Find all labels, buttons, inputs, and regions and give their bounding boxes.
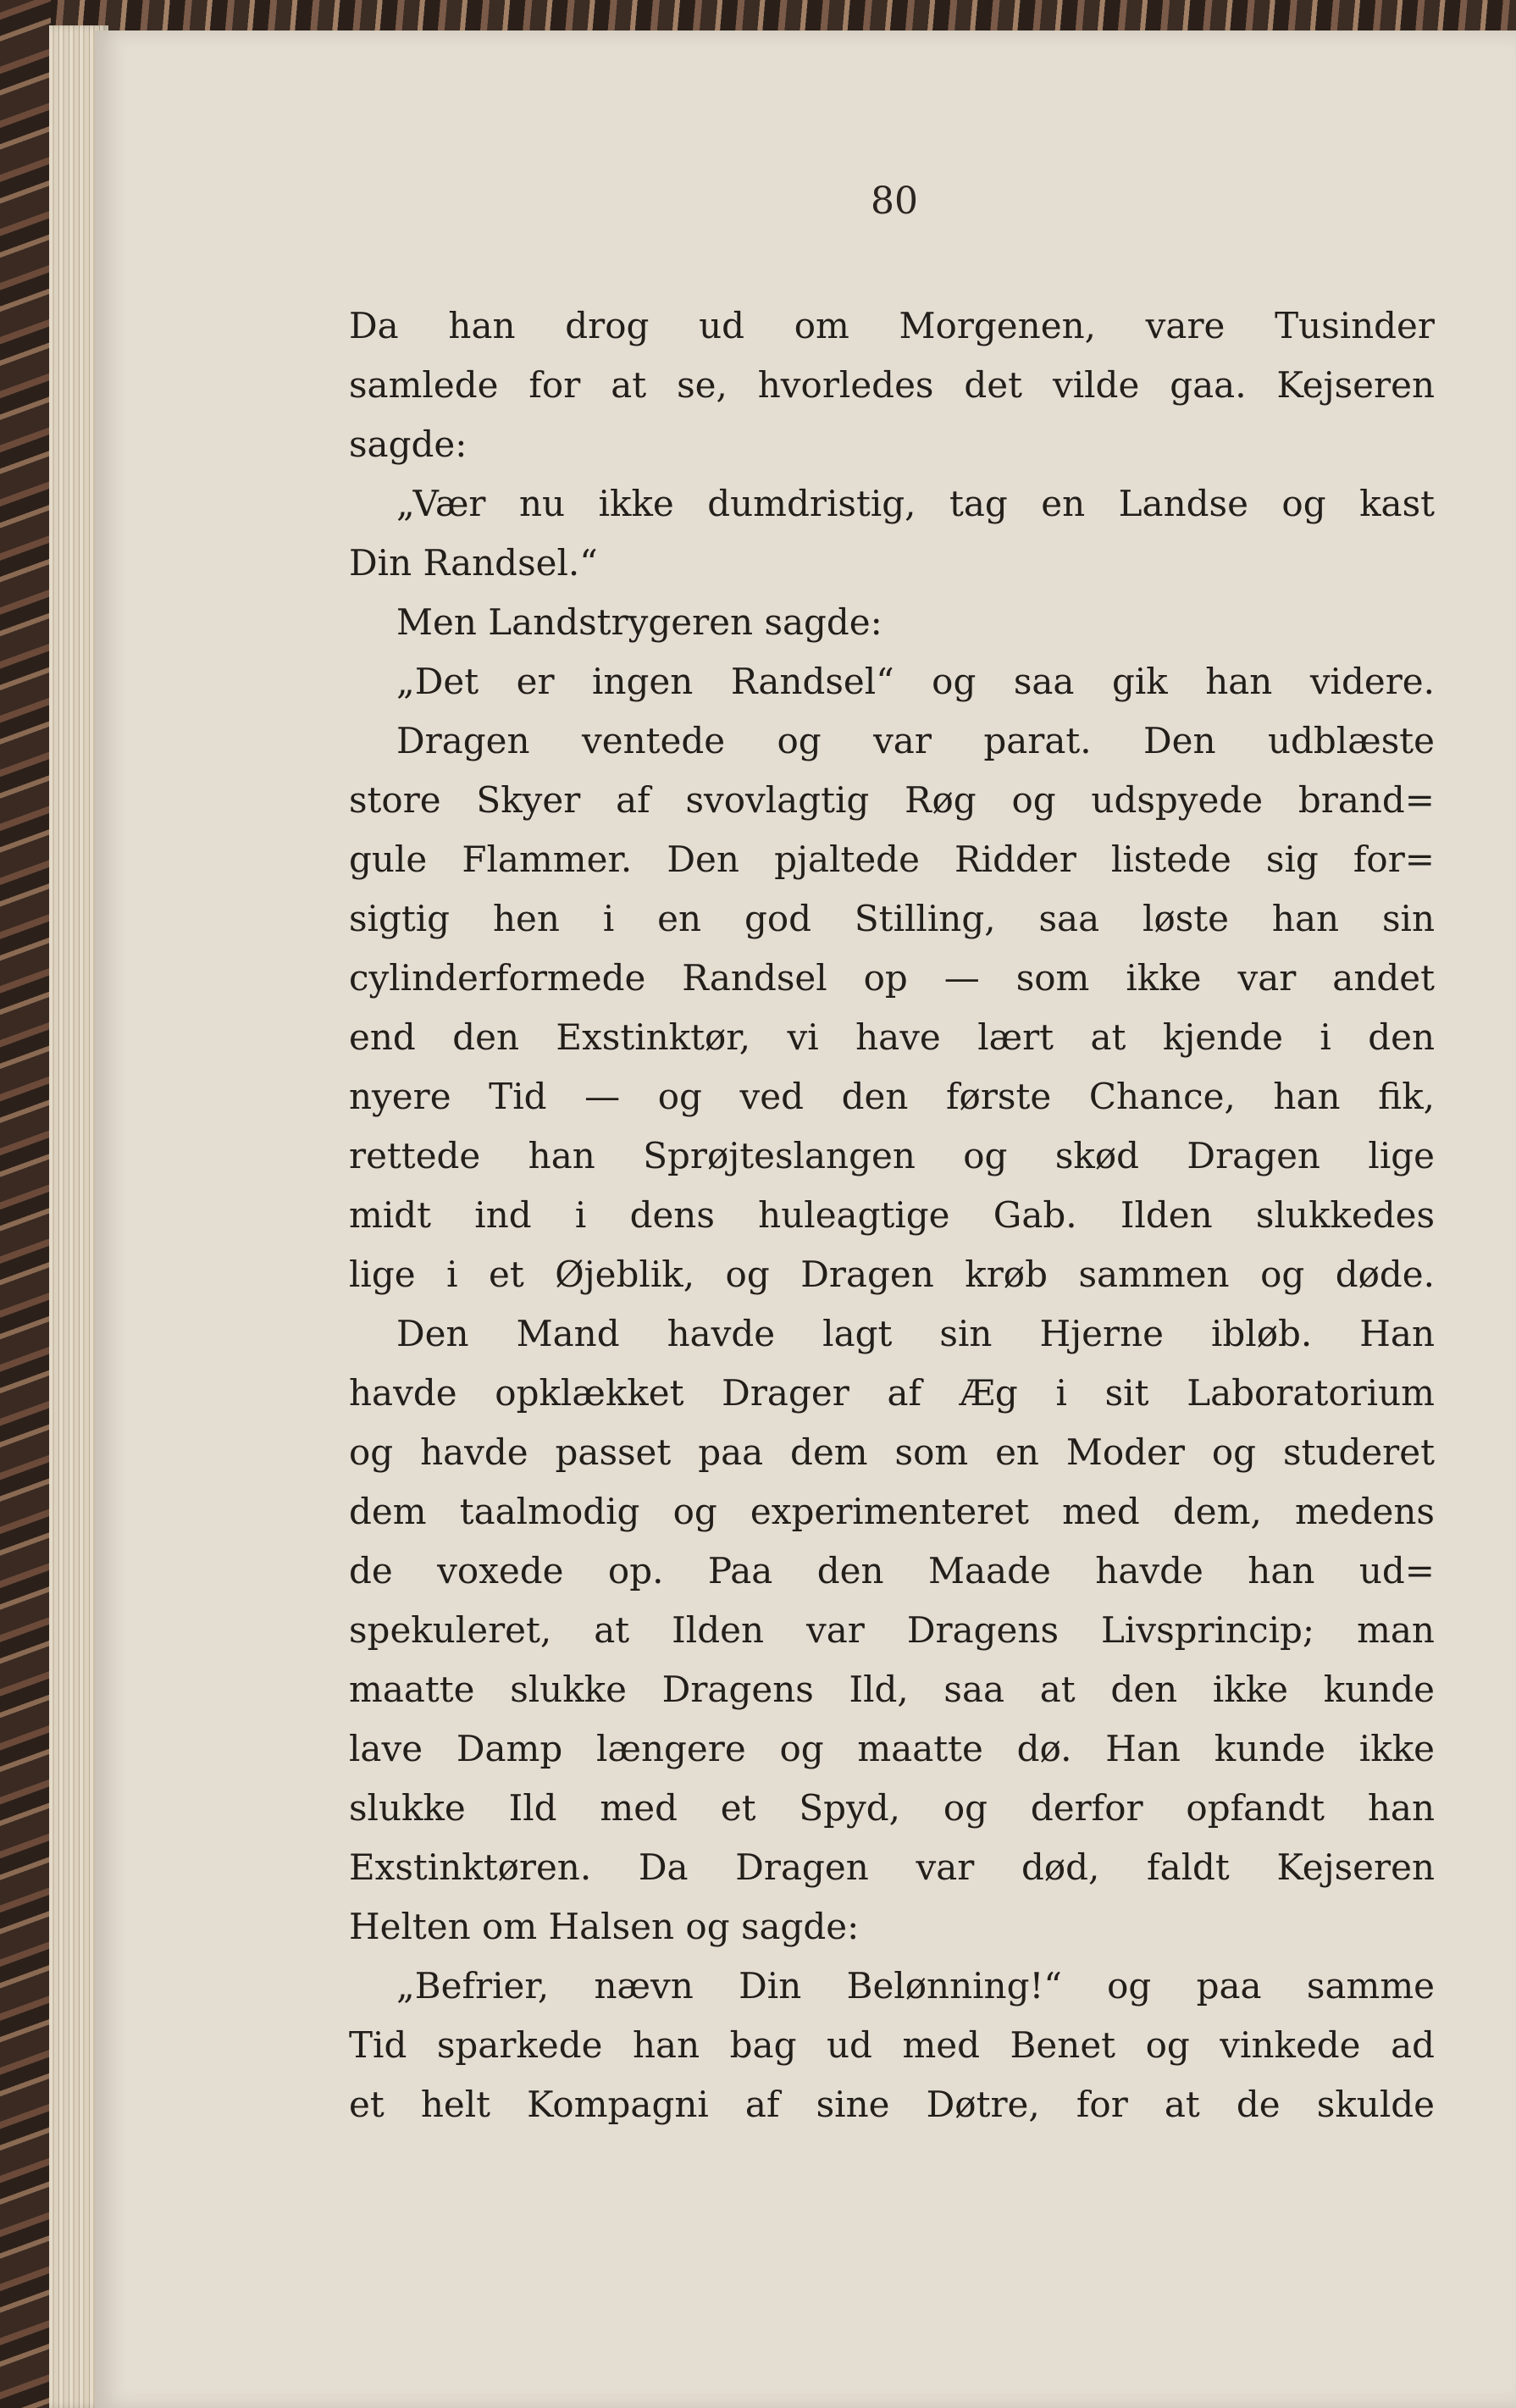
book-cover-top-edge xyxy=(0,0,1516,34)
text-line: og havde passet paa dem som en Moder og studeret xyxy=(349,1431,1435,1473)
text-line: midt ind i dens huleagtige Gab. Ilden slukkedes xyxy=(349,1194,1435,1236)
text-line: Din Randsel.“ xyxy=(349,542,598,584)
text-line: end den Exstinktør, vi have lært at kjende i den xyxy=(349,1016,1435,1058)
text-line: spekuleret, at Ilden var Dragens Livsprincip; man xyxy=(349,1609,1435,1651)
text-line: havde opklækket Drager af Æg i sit Laboratorium xyxy=(349,1372,1435,1414)
text-line: „Det er ingen Randsel“ og saa gik han videre. xyxy=(396,661,1435,702)
text-line: Helten om Halsen og sagde: xyxy=(349,1906,860,1947)
text-line: et helt Kompagni af sine Døtre, for at de skulde xyxy=(349,2084,1435,2125)
text-line: maatte slukke Dragens Ild, saa at den ikke kunde xyxy=(349,1669,1435,1710)
text-line: dem taalmodig og experimenteret med dem, medens xyxy=(349,1491,1435,1532)
text-line: Tid sparkede han bag ud med Benet og vinkede ad xyxy=(349,2024,1435,2066)
text-line: cylinderformede Randsel op — som ikke var andet xyxy=(349,957,1435,999)
text-line: Men Landstrygeren sagde: xyxy=(396,601,882,643)
text-line: lave Damp længere og maatte dø. Han kunde ikke xyxy=(349,1728,1435,1769)
body-text xyxy=(349,296,1435,2134)
text-line: sigtig hen i en god Stilling, saa løste han sin xyxy=(349,898,1435,939)
text-line: nyere Tid — og ved den første Chance, han fik, xyxy=(349,1076,1435,1117)
text-line: de voxede op. Paa den Maade havde han ud= xyxy=(349,1550,1435,1591)
text-line: store Skyer af svovlagtig Røg og udspyede brand= xyxy=(349,779,1435,821)
page-number: 80 xyxy=(871,180,918,223)
text-line: sagde: xyxy=(349,423,468,465)
text-line: Den Mand havde lagt sin Hjerne ibløb. Han xyxy=(396,1313,1435,1354)
marbled-cover-edge xyxy=(0,0,51,2408)
text-line: rettede han Sprøjteslangen og skød Dragen lige xyxy=(349,1135,1435,1176)
text-line: Exstinktøren. Da Dragen var død, faldt Kejseren xyxy=(349,1846,1435,1888)
text-line: samlede for at se, hvorledes det vilde gaa. Kejseren xyxy=(349,364,1435,406)
text-line: Da han drog ud om Morgenen, vare Tusinder xyxy=(349,305,1435,346)
text-line: slukke Ild med et Spyd, og derfor opfandt han xyxy=(349,1787,1435,1829)
text-line: „Vær nu ikke dumdristig, tag en Landse og kast xyxy=(396,483,1435,524)
text-line: „Befrier, nævn Din Belønning!“ og paa samme xyxy=(396,1965,1435,2007)
text-line: gule Flammer. Den pjaltede Ridder listede sig for= xyxy=(349,839,1435,880)
text-line: Dragen ventede og var parat. Den udblæste xyxy=(396,720,1435,761)
text-line: lige i et Øjeblik, og Dragen krøb sammen og døde. xyxy=(349,1254,1435,1295)
